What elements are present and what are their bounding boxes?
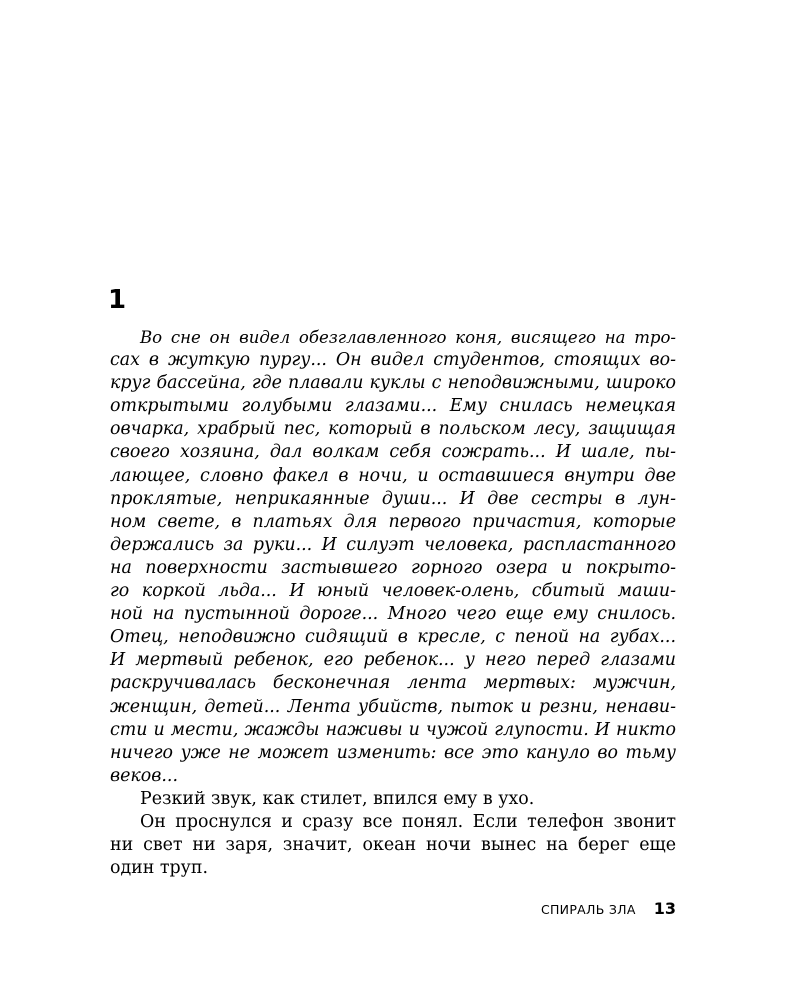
page-number: 13 [653, 899, 676, 918]
paragraph-dream [80, 326, 676, 788]
text-line: Резкий звук, как стилет, впился ему в ухо. [140, 788, 535, 809]
text-line: круг бассейна, где плавали куклы с неподвижными, широко [110, 373, 676, 394]
text-line: раскручивалась бесконечная лента мертвых: мужчин, [110, 673, 676, 694]
text-line: ной на пустынной дороге... Много чего еще ему снилось. [110, 604, 676, 625]
text-line: Во сне он видел обезглавленного коня, висящего на тро- [140, 328, 676, 347]
paragraph-awake [80, 811, 676, 880]
page-footer [400, 899, 676, 921]
text-line: го коркой льда... И юный человек-олень, сбитый маши- [110, 581, 676, 602]
text-line: открытыми голубыми глазами... Ему снилась немецкая [110, 396, 676, 417]
text-line: ном свете, в платьях для первого причастия, которые [110, 511, 676, 532]
text-line: женщин, детей... Лента убийств, пыток и резни, ненави- [110, 696, 676, 717]
text-line: своего хозяина, дал волкам себя сожрать... И шале, пы- [110, 442, 676, 463]
body-text [80, 326, 676, 880]
text-line: И мертвый ребенок, его ребенок... у него перед глазами [110, 650, 676, 671]
paragraph-sound [80, 788, 676, 811]
text-line: веков... [110, 765, 178, 786]
text-line: овчарка, храбрый пес, который в польском лесу, защищая [110, 419, 676, 440]
text-line: ни свет ни заря, значит, океан ночи вынес на берег еще [110, 835, 676, 856]
text-line: на поверхности застывшего горного озера и покрыто- [110, 557, 676, 578]
running-title: СПИРАЛЬ ЗЛА [540, 902, 636, 917]
text-line: сти и мести, жажды наживы и чужой глупости. И никто [110, 719, 676, 740]
text-line: один труп. [110, 858, 208, 879]
text-line: ничего уже не может изменить: все это кануло во тьму [110, 742, 676, 763]
text-line: Отец, неподвижно сидящий в кресле, с пеной на губах... [110, 627, 676, 648]
text-line: сах в жуткую пургу... Он видел студентов, стоящих во- [110, 350, 676, 371]
text-line: проклятые, неприкаянные души... И две сестры в лун- [110, 488, 676, 509]
text-line: Он проснулся и сразу все понял. Если телефон звонит [140, 811, 676, 832]
text-line: лающее, словно факел в ночи, и оставшиеся внутри две [110, 465, 676, 486]
chapter-number: 1 [108, 285, 127, 315]
text-line: держались за руки... И силуэт человека, распластанного [110, 534, 676, 555]
